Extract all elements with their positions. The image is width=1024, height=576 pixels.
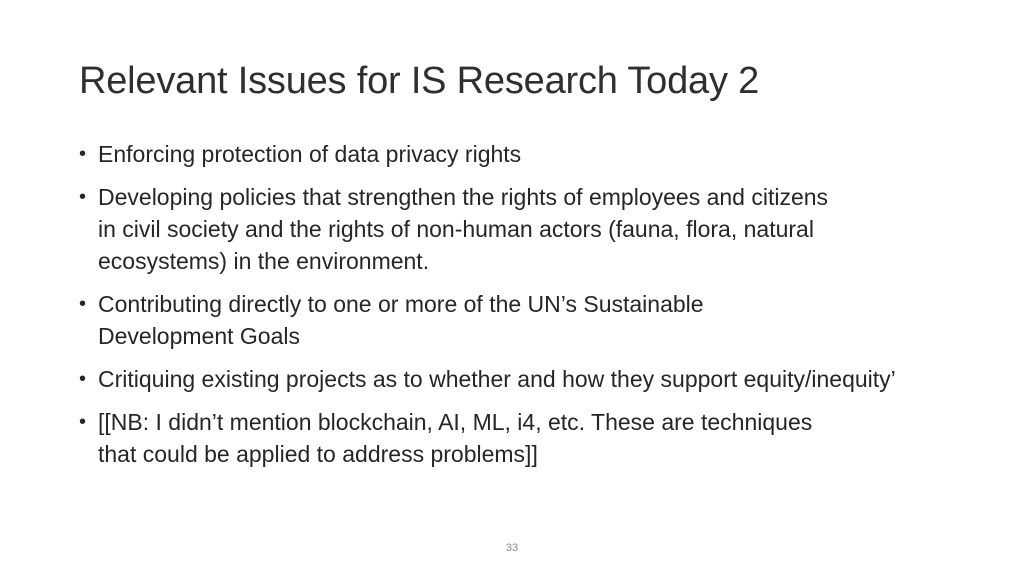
bullet-item <box>79 406 818 470</box>
bullet-text: Contributing directly to one or more of the UN’s Sustainable Development Goals <box>98 291 704 349</box>
bullet-text: Developing policies that strengthen the rights of employees and citizens in civil society and the rights of non-human actors (fauna, flora, natural ecosystems) in the environment. <box>98 184 829 274</box>
bullet-icon: • <box>79 186 87 208</box>
bullet-list <box>79 138 899 481</box>
bullet-text: Critiquing existing projects as to whether and how they support equity/inequity’ <box>98 366 896 392</box>
bullet-icon: • <box>79 411 87 433</box>
slide-title: Relevant Issues for IS Research Today 2 <box>79 60 760 102</box>
bullet-text: Enforcing protection of data privacy rights <box>98 141 522 167</box>
bullet-icon: • <box>79 143 87 165</box>
bullet-item <box>79 288 838 352</box>
bullet-icon: • <box>79 368 87 390</box>
page-number: 33 <box>505 542 519 554</box>
bullet-icon: • <box>79 293 87 315</box>
bullet-text: [[NB: I didn’t mention blockchain, AI, ML, i4, etc. These are techniques that could be applied to address problems]] <box>98 409 813 467</box>
bullet-item <box>79 138 899 170</box>
bullet-item <box>79 363 898 395</box>
bullet-item <box>79 181 848 277</box>
